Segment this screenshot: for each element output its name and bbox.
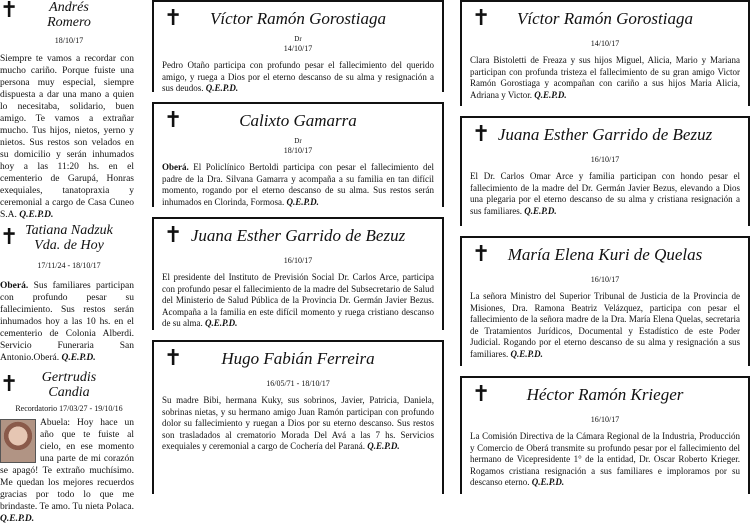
cross-icon: ✝ [472, 122, 491, 147]
notice-lead: Oberá. [0, 281, 29, 291]
notice-box [460, 376, 750, 494]
notice-box [152, 340, 444, 494]
notice-name-line1: Gertrudis [41, 370, 97, 385]
notice-lead: Oberá. [162, 162, 189, 172]
column-right [460, 0, 750, 504]
cross-icon: ✝ [0, 225, 19, 250]
notice-date: 14/10/17 [283, 44, 313, 53]
notice-box [152, 0, 444, 92]
notice-text [462, 55, 748, 105]
notice-date: 14/10/17 [590, 39, 620, 48]
column-middle [152, 0, 444, 504]
notice-name: Víctor Ramón Gorostiaga [210, 9, 386, 28]
notice-text [154, 272, 442, 334]
cross-icon: ✝ [164, 6, 183, 31]
qepd-label: Q.E.P.D. [61, 353, 96, 363]
notice-text [462, 431, 748, 493]
notice-date: 18/10/17 [283, 146, 313, 155]
notice-andres-romero [0, 0, 138, 45]
notice-date: 16/10/17 [283, 256, 313, 265]
notice-date: 18/10/17 [54, 36, 84, 45]
notice-body: El Policlínico Bertoldi participa con pesar el fallecimiento del padre de la Dra. Silvana Gamarra y acompaña a su familia en tan difícil momento, rogando por el eterno descanso de su alma. Sus restos serán inhumados en Clorinda, Formosa. [162, 162, 434, 207]
notice-body: Abuela: Hoy hace un año que te fuiste al cielo, en ese momento una parte de mi corazón se apagó! Te extraño muchísimo. Me quedan los mejores recuerdos gracias por todo lo que me brindaste. Te amo. Tu nieta Polaca. [0, 418, 134, 512]
notice-text [462, 291, 748, 364]
notice-title: Dr [294, 137, 302, 145]
notice-gertrudis-candia [0, 370, 138, 413]
notice-name-line1: Andrés [49, 0, 89, 15]
notice-text [0, 53, 138, 221]
notice-text [0, 417, 138, 525]
notice-name-line2: Romero [47, 15, 91, 30]
notice-box [460, 236, 750, 366]
notice-text [154, 60, 442, 99]
column-left [0, 0, 138, 525]
cross-icon: ✝ [472, 6, 491, 31]
notice-body: Pedro Otaño participa con profundo pesar el fallecimiento del querido amigo, y ruega a Dios por el eterno descanso de su alma y resignación a sus deudos. [162, 60, 434, 93]
qepd-label: Q.E.P.D. [0, 514, 35, 524]
notice-body: El Dr. Carlos Omar Arce y familia participan con hondo pesar el fallecimiento de la madre del Dr. Germán Javier Bezus, elevando a Dios una plegaria por el eterno descanso de su alma y cristiana resignación a sus familiares. [470, 171, 740, 216]
notice-title: Dr [294, 35, 302, 43]
notice-name: Juana Esther Garrido de Bezuz [497, 125, 713, 144]
cross-icon: ✝ [0, 0, 19, 23]
notice-recordatorio: Recordatorio 17/03/27 - 19/10/16 [15, 404, 123, 413]
qepd-label: Q.E.P.D. [19, 210, 54, 220]
cross-icon: ✝ [0, 372, 19, 397]
notice-body: Siempre te vamos a recordar con mucho cariño. Porque fuiste una persona muy especial, siempre dispuesta a dar una mano a quien lo necesitaba, solidario, buen amigo. Te vamos a extrañar mucho. Tus hijos, nietos, yerno y nietos. Sus restos son velados en su domicilio y serán inhumados hoy a las 11:20 hs. en el cementerio de Garupá, Honras exequiales, tanatopraxia y ceremonial a cargo de Casa Cuneo S.A. [0, 54, 134, 220]
portrait-photo [0, 419, 36, 463]
notice-date: 16/10/17 [590, 275, 620, 284]
notice-box [152, 217, 444, 330]
notice-name: Juana Esther Garrido de Bezuz [190, 226, 406, 245]
notice-box [460, 0, 750, 106]
notice-body: La Comisión Directiva de la Cámara Regional de la Industria, Producción y Comercio de Oberá transmite su profundo pesar por el fallecimiento del hermano de Vicepresidente 1° de la entidad, Dr. Oscar Roberto Krieger. Rogamos cristiana resignación a sus familiares e imploramos por su descanso eterno. [470, 431, 740, 487]
qepd-label: Q.E.P.D. [531, 477, 565, 487]
notice-name: Calixto Gamarra [239, 111, 357, 130]
qepd-label: Q.E.P.D. [205, 318, 238, 328]
notice-body: La señora Ministro del Superior Tribunal de Justicia de la Provincia de Misiones, Dra. Ramona Beatriz Velázquez, participa con pesar el fallecimiento de la señora madre de la Dra. María Elena Quelas, secretaria de Tratamientos Jurídicos, Documental y Estadístico de este Poder Judicial. Rogando por el eterno descanso de su alma y resignación a sus familiares. [470, 291, 740, 359]
notice-date: 16/10/17 [590, 415, 620, 424]
notice-date: 16/10/17 [590, 155, 620, 164]
notice-body: El presidente del Instituto de Previsión Social Dr. Carlos Arce, participa con profundo pesar el fallecimiento de la madre del Subsecretario de Salud del Ministerio de Salud Pública de la Provincia Dr. Germán Javier Bezus. Acompaña a la familia en este difícil momento y ruega cristiano descanso de su alma. [162, 272, 434, 328]
qepd-label: Q.E.P.D. [524, 205, 557, 216]
notice-name-line1: Tatiana Nadzuk [25, 223, 113, 238]
cross-icon: ✝ [164, 223, 183, 248]
qepd-label: Q.E.P.D. [367, 441, 400, 451]
notice-tatiana-nadzuk [0, 223, 138, 270]
qepd-label: Q.E.P.D. [510, 348, 543, 359]
notice-name-line2: Candia [48, 385, 90, 400]
qepd-label: Q.E.P.D. [205, 83, 239, 93]
notice-name-line2: Vda. de Hoy [34, 238, 104, 253]
notice-date: 17/11/24 - 18/10/17 [37, 261, 101, 270]
cross-icon: ✝ [164, 108, 183, 133]
notice-text [0, 280, 138, 364]
notice-box [152, 102, 444, 207]
notice-name: María Elena Kuri de Quelas [507, 245, 703, 264]
notice-box [460, 116, 750, 226]
notice-date: 16/05/71 - 18/10/17 [266, 379, 330, 388]
qepd-label: Q.E.P.D. [534, 89, 567, 100]
notice-name: Víctor Ramón Gorostiaga [517, 9, 693, 28]
notice-name: Hugo Fabián Ferreira [221, 349, 375, 368]
notice-body: Sus familiares participan con profundo pesar su fallecimiento. Sus restos serán inhumados hoy a las 10 hs. en el cementerio de Colonia Alberdi. Servicio Funeraria San Antonio.Oberá. [0, 281, 134, 363]
notice-name: Héctor Ramón Krieger [526, 385, 684, 404]
notice-text [154, 162, 442, 212]
notice-text [154, 395, 442, 457]
notice-text [462, 171, 748, 221]
cross-icon: ✝ [164, 346, 183, 371]
cross-icon: ✝ [472, 382, 491, 407]
cross-icon: ✝ [472, 242, 491, 267]
notice-body: Clara Bistoletti de Freaza y sus hijos Miguel, Alicia, Mario y Mariana participan con profunda tristeza el fallecimiento de su gran amigo Victor Ramón Gorostiaga y acompañan con cariño a sus hijos Maria Alicia, Adriana y Victor. [470, 55, 740, 100]
qepd-label: Q.E.P.D. [286, 196, 319, 207]
notice-body: Su madre Bibi, hermana Kuky, sus sobrinos, Javier, Patricia, Daniela, sobrinas nietas, y su hermano amigo Juan Ramón participan con profundo dolor su fallecimiento y ruegan a Dios por su eterno descanso. Sus restos son trasladados al crematorio Morada Del Avá a las 7 hs. Servicios exequiales y ceremonial a cargo de Cochería del Paraná. [162, 395, 434, 451]
